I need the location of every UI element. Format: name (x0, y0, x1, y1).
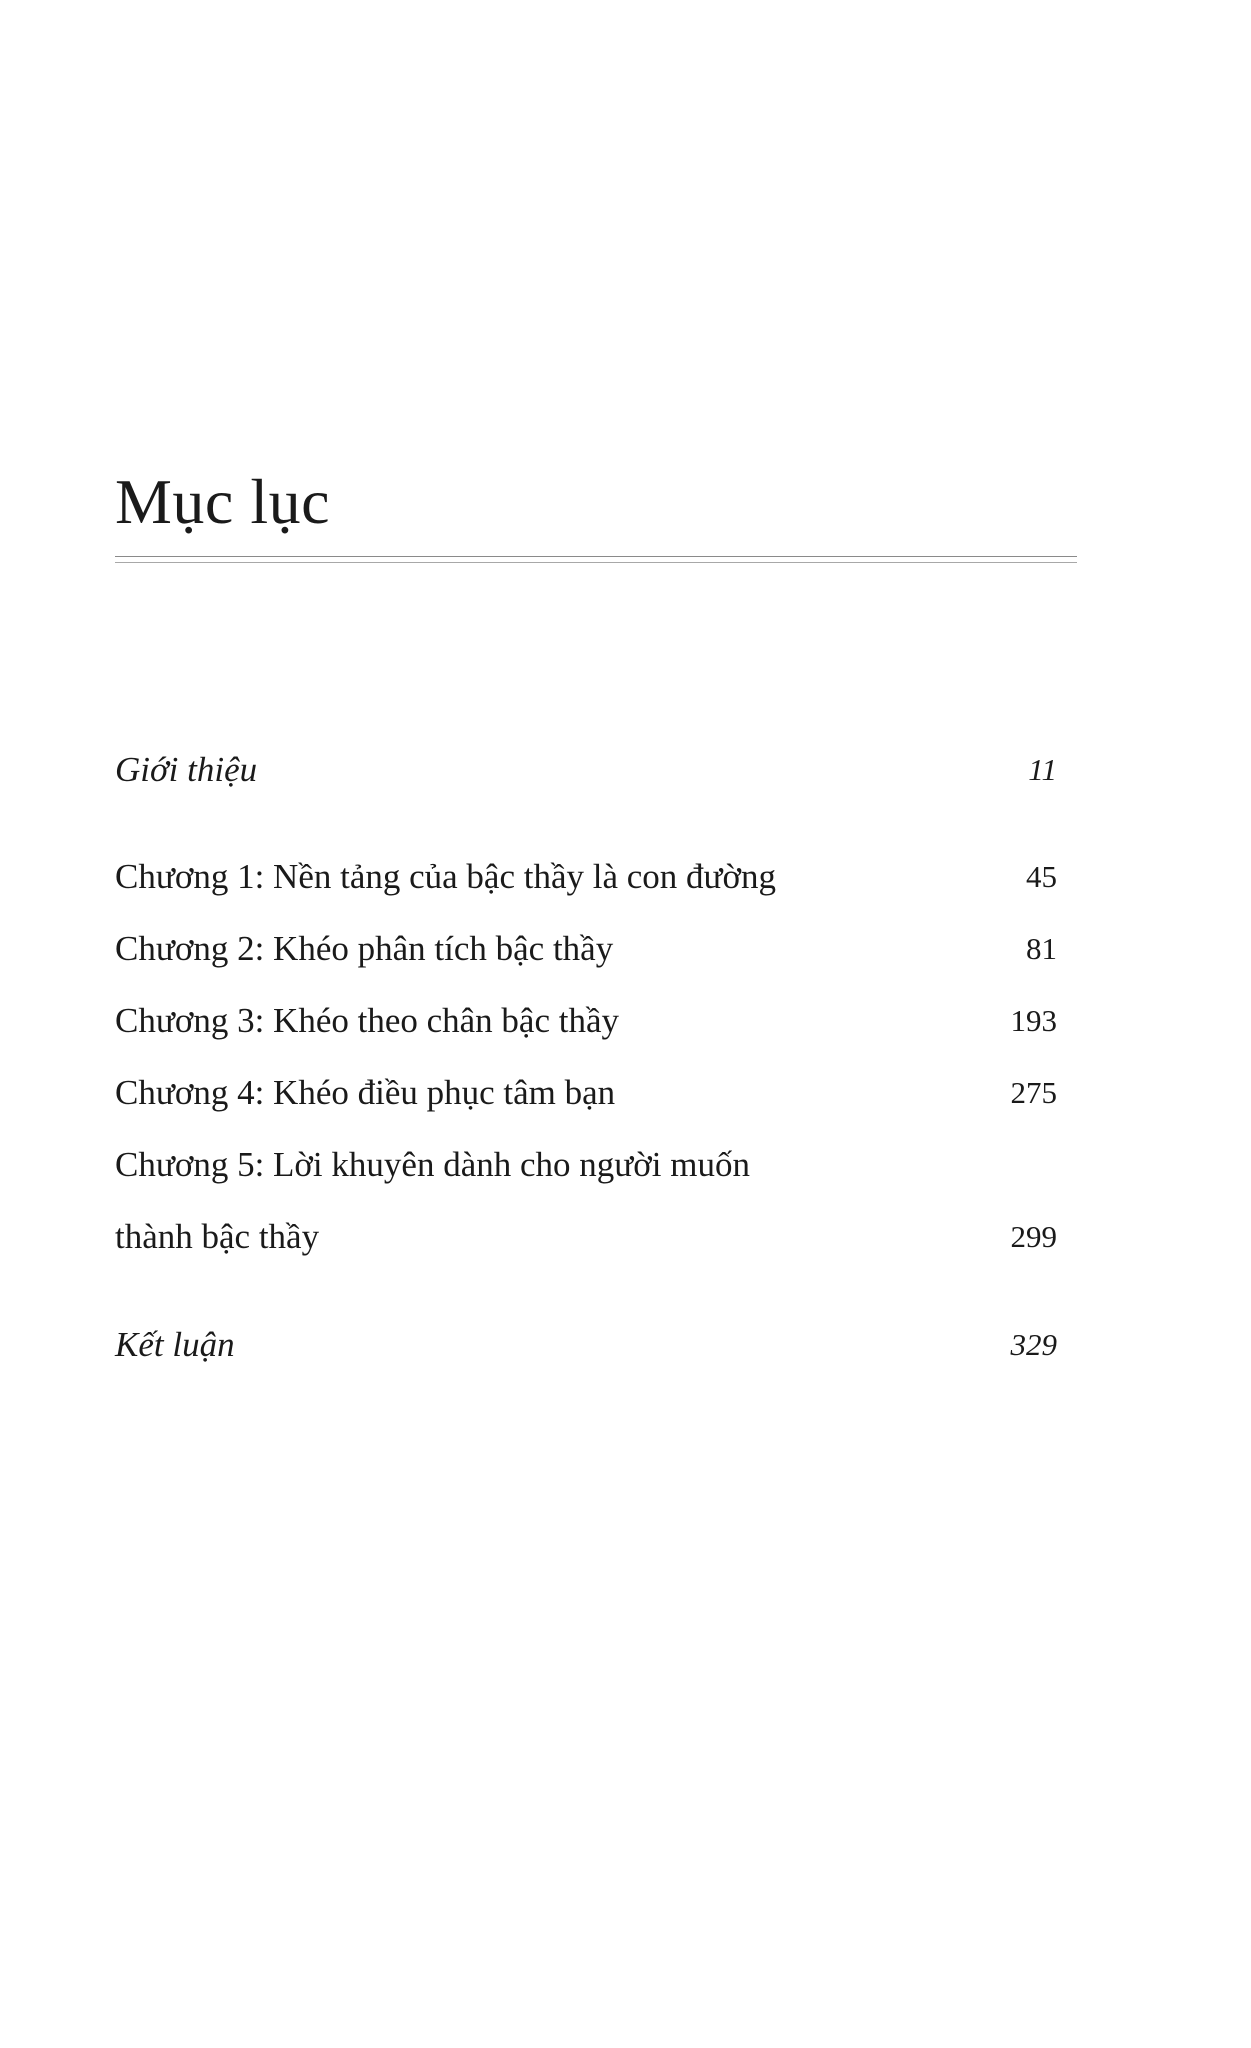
toc-entry-page-number: 275 (1010, 1075, 1057, 1110)
toc-entry-page-number: 299 (1010, 1219, 1057, 1254)
table-of-contents (115, 0, 1057, 2048)
toc-entry-label: Chương 5: Lời khuyên dành cho người muốn (115, 1145, 750, 1184)
toc-entry-label: Chương 3: Khéo theo chân bậc thầy (115, 1001, 620, 1040)
toc-entry-label: Chương 2: Khéo phân tích bậc thầy (115, 929, 614, 968)
toc-entry-label: Giới thiệu (115, 750, 258, 789)
toc-entry-page-number: 81 (1026, 931, 1057, 966)
toc-entry-page-number: 329 (1010, 1327, 1057, 1362)
toc-entry-page-number: 193 (1010, 1003, 1057, 1038)
toc-entry-label: thành bậc thầy (115, 1217, 320, 1256)
toc-entry-label: Kết luận (115, 1325, 235, 1364)
toc-entry-label: Chương 4: Khéo điều phục tâm bạn (115, 1073, 616, 1112)
page-title: Mục lục (115, 466, 330, 537)
toc-entry-page-number: 11 (1028, 752, 1057, 787)
toc-entry-label: Chương 1: Nền tảng của bậc thầy là con đường (115, 857, 777, 896)
toc-entry-page-number: 45 (1026, 859, 1057, 894)
